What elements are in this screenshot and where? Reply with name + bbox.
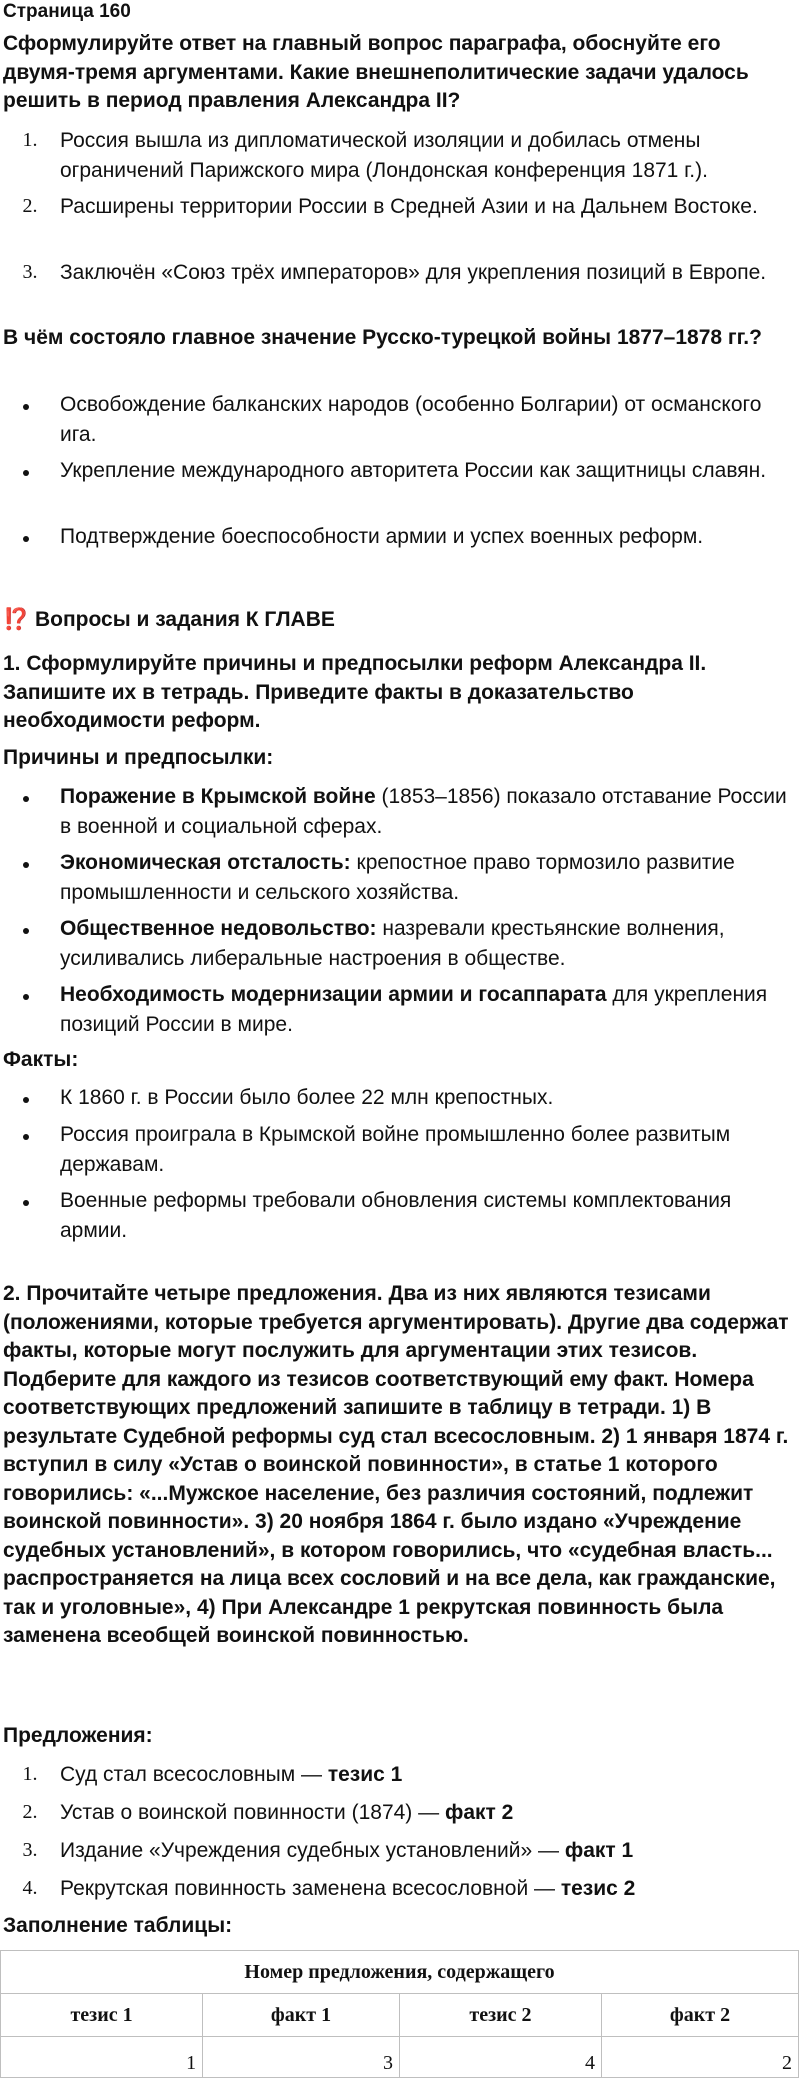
chapter-title: Вопросы и задания К ГЛАВЕ — [35, 608, 335, 631]
list-item: Суд стал всесословным — тезис 1 — [60, 1763, 403, 1786]
bullet-marker — [20, 1197, 32, 1209]
causes-label: Причины и предпосылки: — [3, 746, 274, 769]
page-label: Страница 160 — [3, 1, 131, 22]
list-item: Общественное недовольство: назревали крестьянские волнения, усиливались либеральные настроения в обществе. — [60, 917, 725, 970]
bullet-marker — [20, 859, 32, 871]
list-item: Поражение в Крымской войне (1853–1856) показало отставание России в военной и социальной сферах. — [60, 785, 787, 838]
sentences-label: Предложения: — [3, 1724, 153, 1747]
table-header-cell: Номер предложения, содержащего — [1, 1951, 799, 1994]
answer-table — [0, 1950, 799, 2078]
list-item: Заключён «Союз трёх императоров» для укрепления позиций в Европе. — [60, 261, 767, 284]
chapter-heading — [3, 606, 335, 634]
list-item: К 1860 г. в России было более 22 млн крепостных. — [60, 1086, 554, 1109]
table-label: Заполнение таблицы: — [3, 1914, 233, 1937]
column-header-thesis-2: тезис 2 — [399, 1994, 601, 2037]
question-war-significance: В чём состояло главное значение Русско-турецкой войны 1877–1878 гг.? — [3, 326, 762, 349]
task-2: 2. Прочитайте четыре предложения. Два из них являются тезисами (положениями, которые требуется аргументировать). Другие два содержат факты, которые могут послужить для аргументации этих тезисов. Подберите для каждого из тезисов соответствующий ему факт. Номера соответствующих предложений запишите в таблицу в тетради. 1) В результате Судебной реформы суд стал всесословным. 2) 1 января 1874 г. вступил в силу «Устав о воинской повинности», в статье 1 которого говорились: «...Мужское население, без различия состояний, подлежит воинской повинности». 3) 20 ноября 1864 г. было издано «Учреждение судебных установлений», в котором говорились, что «судебная власть... распространяется на лица всех сословий и на все дела, как гражданские, так и уголовные», 4) При Александре 1 рекрутская повинность была заменена всеобщей воинской повинностью. — [3, 1282, 789, 1647]
list-item: Экономическая отсталость: крепостное право тормозило развитие промышленности и сельского хозяйства. — [60, 851, 735, 904]
list-marker: 3. — [22, 1839, 38, 1861]
list-marker: 2. — [22, 195, 38, 217]
list-item: Необходимость модернизации армии и госаппарата для укрепления позиций России в мире. — [60, 983, 768, 1036]
question-main: Сформулируйте ответ на главный вопрос параграфа, обоснуйте его двумя-тремя аргументами. Какие внешнеполитические задачи удалось решить в период правления Александра II? — [3, 32, 749, 112]
list-item: Россия проиграла в Крымской войне промышленно более развитым державам. — [60, 1123, 731, 1176]
column-header-fact-2: факт 2 — [602, 1994, 799, 2037]
list-item: Военные реформы требовали обновления системы комплектования армии. — [60, 1189, 732, 1242]
column-header-fact-1: факт 1 — [203, 1994, 400, 2037]
list-marker: 2. — [22, 1801, 38, 1823]
facts-label: Факты: — [3, 1048, 79, 1071]
bullet-marker — [20, 991, 32, 1003]
table-header-row — [1, 1951, 799, 1994]
table-cell: 1 — [1, 2037, 203, 2078]
bullet-marker — [20, 533, 32, 545]
table-cell: 2 — [602, 2037, 799, 2078]
table-row — [1, 2037, 799, 2078]
bullet-marker — [20, 1131, 32, 1143]
list-item: Рекрутская повинность заменена всесословной — тезис 2 — [60, 1877, 636, 1900]
exclamation-question-icon: ⁉️ — [3, 608, 30, 631]
list-marker: 4. — [22, 1877, 38, 1899]
list-item: Издание «Учреждения судебных установлений» — факт 1 — [60, 1839, 634, 1862]
column-header-thesis-1: тезис 1 — [1, 1994, 203, 2037]
bullet-marker — [20, 1094, 32, 1106]
table-cell: 3 — [203, 2037, 400, 2078]
bullet-marker — [20, 467, 32, 479]
bullet-marker — [20, 401, 32, 413]
table-columns-row — [1, 1994, 799, 2037]
bullet-marker — [20, 925, 32, 937]
list-marker: 1. — [22, 1763, 38, 1785]
list-item: Подтверждение боеспособности армии и успех военных реформ. — [60, 525, 704, 548]
table-cell: 4 — [399, 2037, 601, 2078]
bullet-marker — [20, 793, 32, 805]
task-1: 1. Сформулируйте причины и предпосылки реформ Александра II. Запишите их в тетрадь. Приведите факты в доказательство необходимости реформ. — [3, 652, 707, 732]
list-item: Расширены территории России в Средней Азии и на Дальнем Востоке. — [60, 195, 758, 218]
list-item: Освобождение балканских народов (особенно Болгарии) от османского ига. — [60, 393, 762, 446]
list-item: Россия вышла из дипломатической изоляции и добилась отмены ограничений Парижского мира (Лондонская конференция 1871 г.). — [60, 129, 708, 182]
list-marker: 1. — [22, 129, 38, 151]
list-item: Укрепление международного авторитета России как защитницы славян. — [60, 459, 767, 482]
list-marker: 3. — [22, 261, 38, 283]
list-item: Устав о воинской повинности (1874) — факт 2 — [60, 1801, 514, 1824]
